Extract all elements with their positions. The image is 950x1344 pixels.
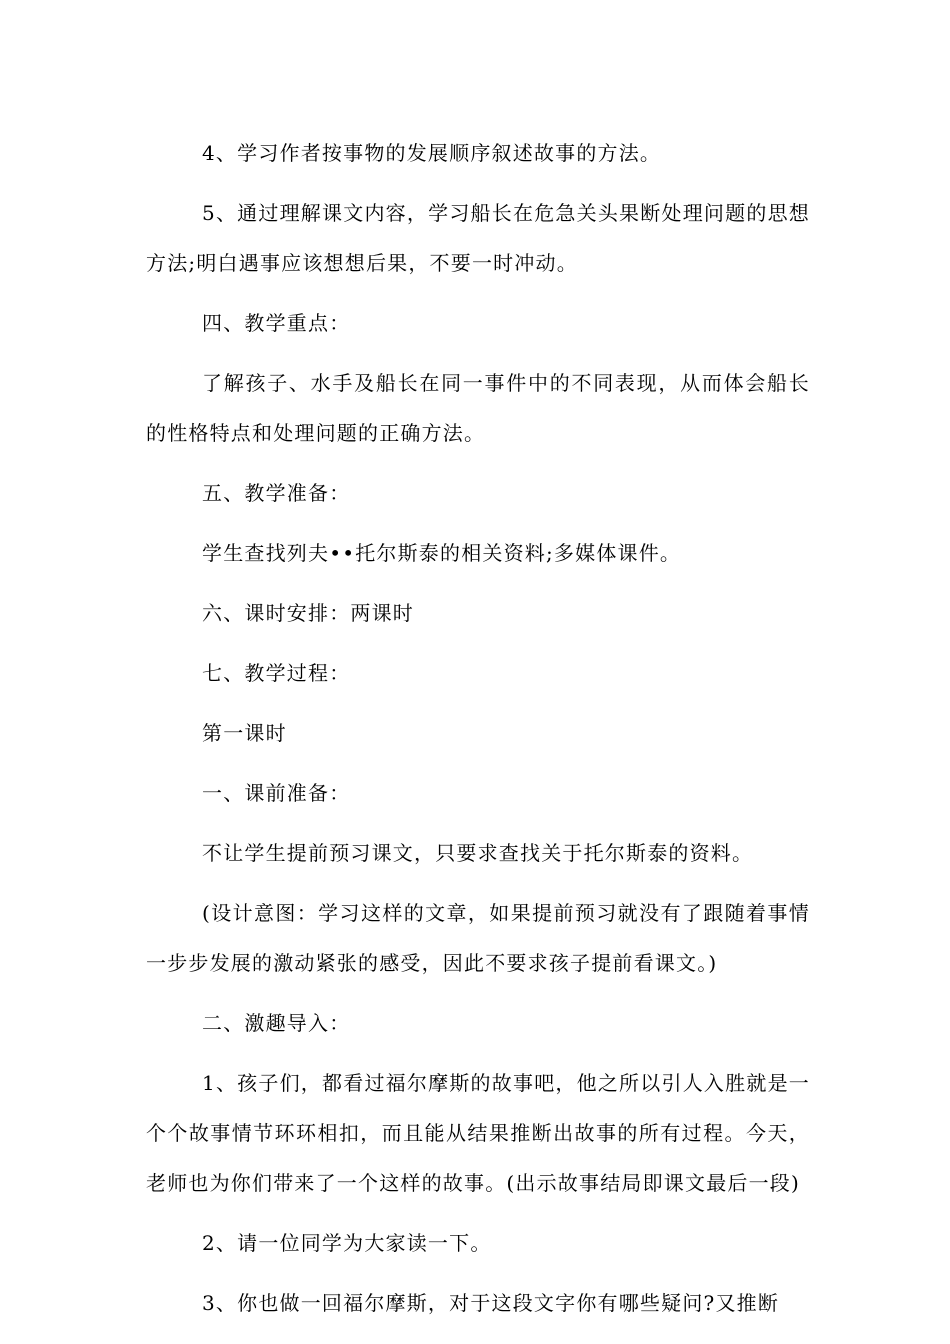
heading-teaching-process: 七、教学过程：: [202, 661, 351, 685]
paragraph-objective-5: 5、通过理解课文内容，学习船长在危急关头果断处理问题的思想方法;明白遇事应该想想后果，不要一时冲动。: [146, 201, 810, 275]
document-body: [146, 128, 810, 1338]
paragraph-pre-class-preparation: 不让学生提前预习课文，只要求查找关于托尔斯泰的资料。: [202, 841, 754, 865]
heading-pre-class-preparation: 一、课前准备：: [202, 781, 351, 805]
heading-first-lesson: 第一课时: [202, 721, 287, 745]
paragraph-introduction-2: 2、请一位同学为大家读一下。: [202, 1231, 492, 1255]
paragraph-teaching-preparation: 学生查找列夫••托尔斯泰的相关资料;多媒体课件。: [202, 541, 682, 565]
paragraph-design-intent: (设计意图：学习这样的文章，如果提前预习就没有了跟随着事情一步步发展的激动紧张的感受，因此不要求孩子提前看课文。): [146, 901, 810, 975]
heading-class-schedule: 六、课时安排：两课时: [202, 601, 414, 625]
heading-teaching-focus: 四、教学重点：: [202, 311, 351, 335]
heading-introduction: 二、激趣导入：: [202, 1011, 351, 1035]
paragraph-teaching-focus: 了解孩子、水手及船长在同一事件中的不同表现，从而体会船长的性格特点和处理问题的正确方法。: [146, 371, 810, 445]
paragraph-introduction-1: 1、孩子们，都看过福尔摩斯的故事吧，他之所以引人入胜就是一个个故事情节环环相扣，而且能从结果推断出故事的所有过程。今天，老师也为你们带来了一个这样的故事。(出示故事结局即课文最后一段): [146, 1071, 810, 1195]
heading-teaching-preparation: 五、教学准备：: [202, 481, 351, 505]
paragraph-introduction-3: 3、你也做一回福尔摩斯，对于这段文字你有哪些疑问?又推断: [202, 1291, 780, 1315]
paragraph-objective-4: 4、学习作者按事物的发展顺序叙述故事的方法。: [202, 141, 662, 165]
